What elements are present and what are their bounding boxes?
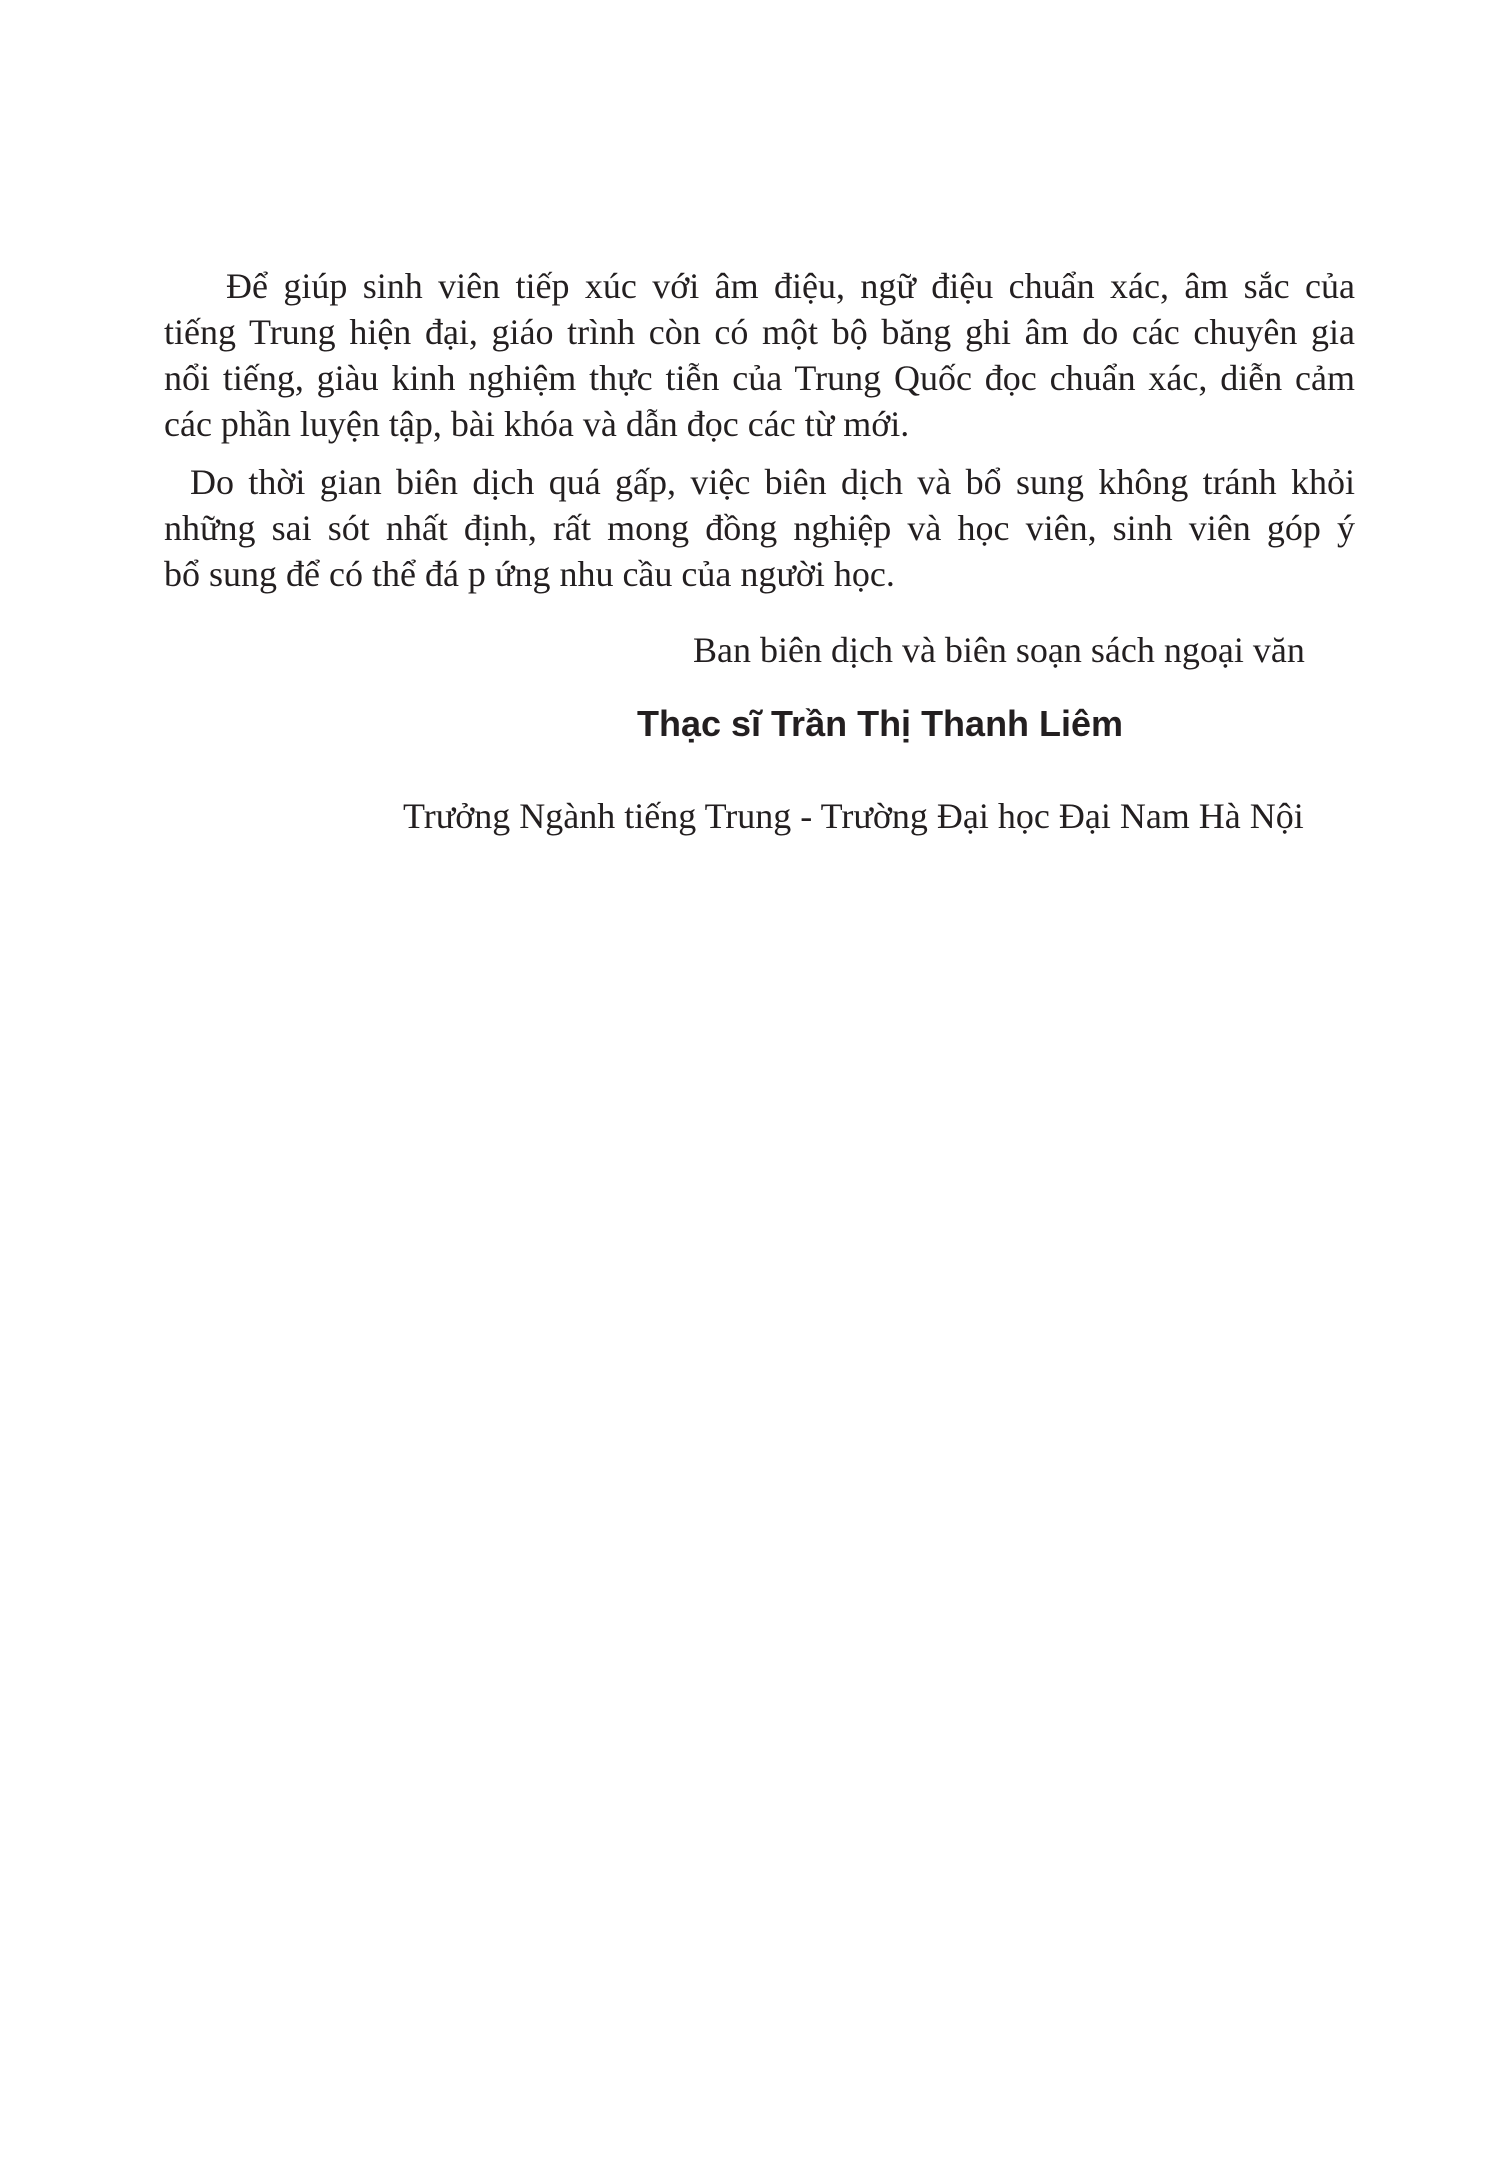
paragraph-line: bổ sung để có thể đá p ứng nhu cầu của người học. (164, 554, 895, 594)
signature-name: Thạc sĩ Trần Thị Thanh Liêm (637, 703, 1124, 744)
signature-group: Ban biên dịch và biên soạn sách ngoại văn (693, 630, 1305, 670)
paragraph-line: Để giúp sinh viên tiếp xúc với âm điệu, ngữ điệu chuẩn xác, âm sắc của (226, 266, 1355, 306)
paragraph-line: các phần luyện tập, bài khóa và dẫn đọc các từ mới. (164, 404, 910, 444)
paragraph-line: tiếng Trung hiện đại, giáo trình còn có một bộ băng ghi âm do các chuyên gia (164, 312, 1355, 352)
paragraph-line: Do thời gian biên dịch quá gấp, việc biên dịch và bổ sung không tránh khỏi (190, 462, 1355, 502)
paragraph-line: nổi tiếng, giàu kinh nghiệm thực tiễn của Trung Quốc đọc chuẩn xác, diễn cảm (164, 358, 1355, 398)
paragraph-line: những sai sót nhất định, rất mong đồng nghiệp và học viên, sinh viên góp ý (164, 508, 1355, 548)
signature-position: Trưởng Ngành tiếng Trung - Trường Đại học Đại Nam Hà Nội (403, 796, 1304, 836)
